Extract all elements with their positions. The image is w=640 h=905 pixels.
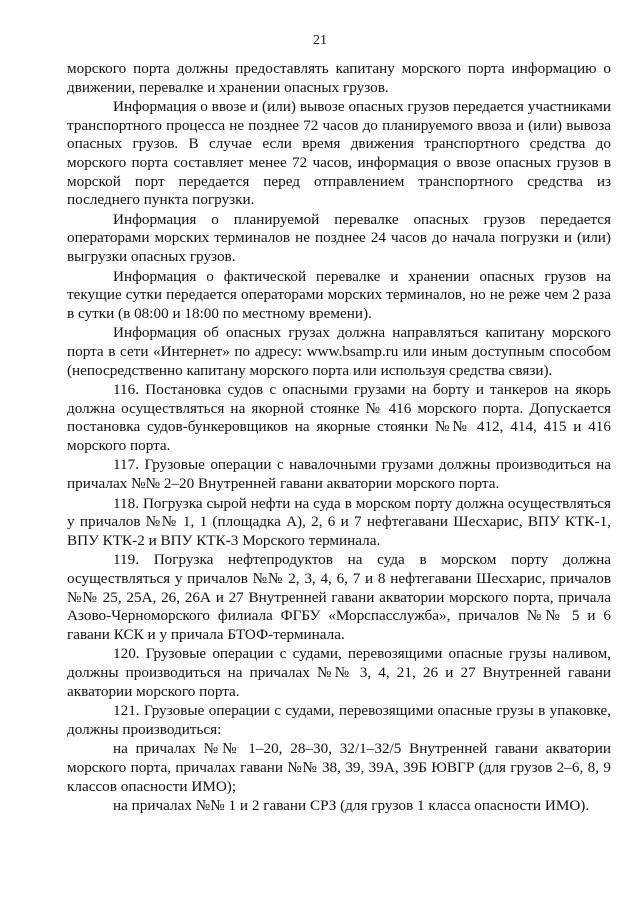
paragraph-planned-transshipment: Информация о планируемой перевалке опасных грузов передается операторами морских терминалов не позднее 24 часов до начала погрузки и (или) выгрузки опасных грузов.: [67, 210, 611, 265]
clause-120: 120. Грузовые операции с судами, перевозящими опасные грузы наливом, должны производиться на причалах №№ 3, 4, 21, 26 и 27 Внутренней гавани акватории морского порта.: [67, 645, 611, 700]
clause-121-item-1: на причалах №№ 1–20, 28–30, 32/1–32/5 Внутренней гавани акватории морского порта, причалах гавани №№ 38, 39, 39А, 39Б ЮВГР (для грузов 2–6, 8, 9 классов опасности ИМО);: [67, 740, 611, 795]
clause-118: 118. Погрузка сырой нефти на суда в морском порту должна осуществляться у причалов №№ 1, 1 (площадка А), 2, 6 и 7 нефтегавани Шесхарис, ВПУ КТК-1, ВПУ КТК-2 и ВПУ КТК-3 Морского терминала.: [67, 494, 611, 549]
clause-116: 116. Постановка судов с опасными грузами на борту и танкеров на якорь должна осуществляться на якорной стоянке № 416 морского порта. Допускается постановка судов-бункеровщиков на якорные стоянки №№ 412, 414, 415 и 416 морского порта.: [67, 381, 611, 454]
paragraph-import-export-info: Информация о ввозе и (или) вывозе опасных грузов передается участниками транспортного процесса не позднее 72 часов до планируемого ввоза и (или) вывоза опасных грузов. В случае если время движения транспортного средства до морского порта составляет менее 72 часов, информация о ввозе опасных грузов в морской порт передается перед отправлением транспортного средства из последнего пункта погрузки.: [67, 98, 611, 209]
paragraph-actual-transshipment: Информация о фактической перевалке и хранении опасных грузов на текущие сутки передается операторами морских терминалов, но не реже чем 2 раза в сутки (в 08:00 и 18:00 по местному времени).: [67, 267, 611, 322]
clause-117: 117. Грузовые операции с навалочными грузами должны производиться на причалах №№ 2–20 Внутренней гавани акватории морского порта.: [67, 456, 611, 493]
page-number: 21: [313, 33, 327, 48]
paragraph-internet-reporting: Информация об опасных грузах должна направляться капитану морского порта в сети «Интернет» по адресу: www.bsamp.ru или иным доступным способом (непосредственно капитану морского порта или используя средства связи).: [67, 324, 611, 379]
document-body: [67, 60, 611, 817]
clause-121-item-2: на причалах №№ 1 и 2 гавани СРЗ (для грузов 1 класса опасности ИМО).: [113, 797, 590, 815]
clause-121: 121. Грузовые операции с судами, перевозящими опасные грузы в упаковке, должны производиться:: [67, 702, 611, 738]
clause-119: 119. Погрузка нефтепродуктов на суда в морском порту должна осуществляться у причалов №№ 2, 3, 4, 6, 7 и 8 нефтегавани Шесхарис, причалов №№ 25, 25А, 26, 26А и 27 Внутренней гавани акватории морского порта, причала Азово-Черноморского филиала ФГБУ «Морспасслужба», причалов №№ 5 и 6 гавани КСК и у причала БТОФ-терминала.: [67, 551, 611, 643]
paragraph-continuation: морского порта должны предоставлять капитану морского порта информацию о движении, перевалке и хранении опасных грузов.: [67, 60, 611, 96]
